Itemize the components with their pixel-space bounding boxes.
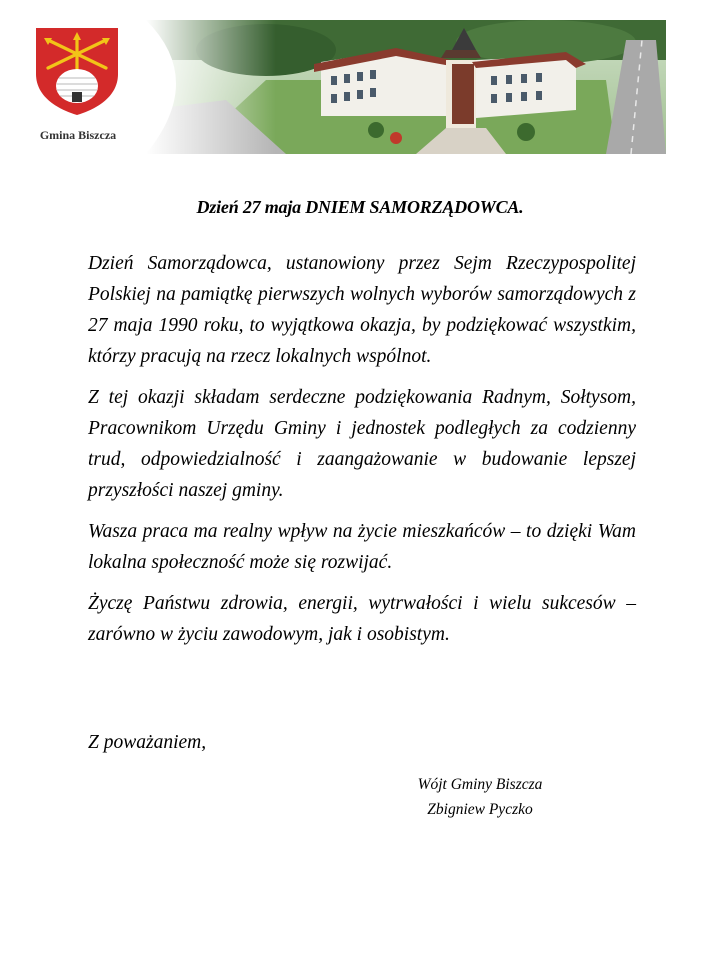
town-hall-photo xyxy=(146,20,666,154)
closing-salutation: Z poważaniem, xyxy=(88,732,207,753)
signature-block xyxy=(380,772,580,822)
paragraph: Życzę Państwu zdrowia, energii, wytrwałości i wielu sukcesów – zarówno w życiu zawodowym, jak i osobistym. xyxy=(88,593,636,645)
coat-of-arms-icon xyxy=(32,26,122,116)
paragraph: Wasza praca ma realny wpływ na życie mieszkańców – to dzięki Wam lokalna społeczność może się rozwijać. xyxy=(88,521,636,573)
signature-title: Wójt Gminy Biszcza xyxy=(417,776,543,793)
letter-body xyxy=(88,248,636,660)
signature-name: Zbigniew Pyczko xyxy=(427,801,533,818)
document-title: Dzień 27 maja DNIEM SAMORZĄDOWCA. xyxy=(196,197,524,217)
paragraph: Z tej okazji składam serdeczne podziękowania Radnym, Sołtysom, Pracownikom Urzędu Gminy i jednostek podległych za codzienny trud, odpowiedzialność i zaangażowanie w budowanie lepszej przyszłości naszej gminy. xyxy=(88,387,636,501)
letterhead xyxy=(0,0,720,160)
gmina-label: Gmina Biszcza xyxy=(39,128,117,142)
paragraph: Dzień Samorządowca, ustanowiony przez Sejm Rzeczypospolitej Polskiej na pamiątkę pierwszych wolnych wyborów samorządowych z 27 maja 1990 roku, to wyjątkowa okazja, by podziękować wszystkim, którzy pracują na rzecz lokalnych wspólnot. xyxy=(88,253,636,367)
